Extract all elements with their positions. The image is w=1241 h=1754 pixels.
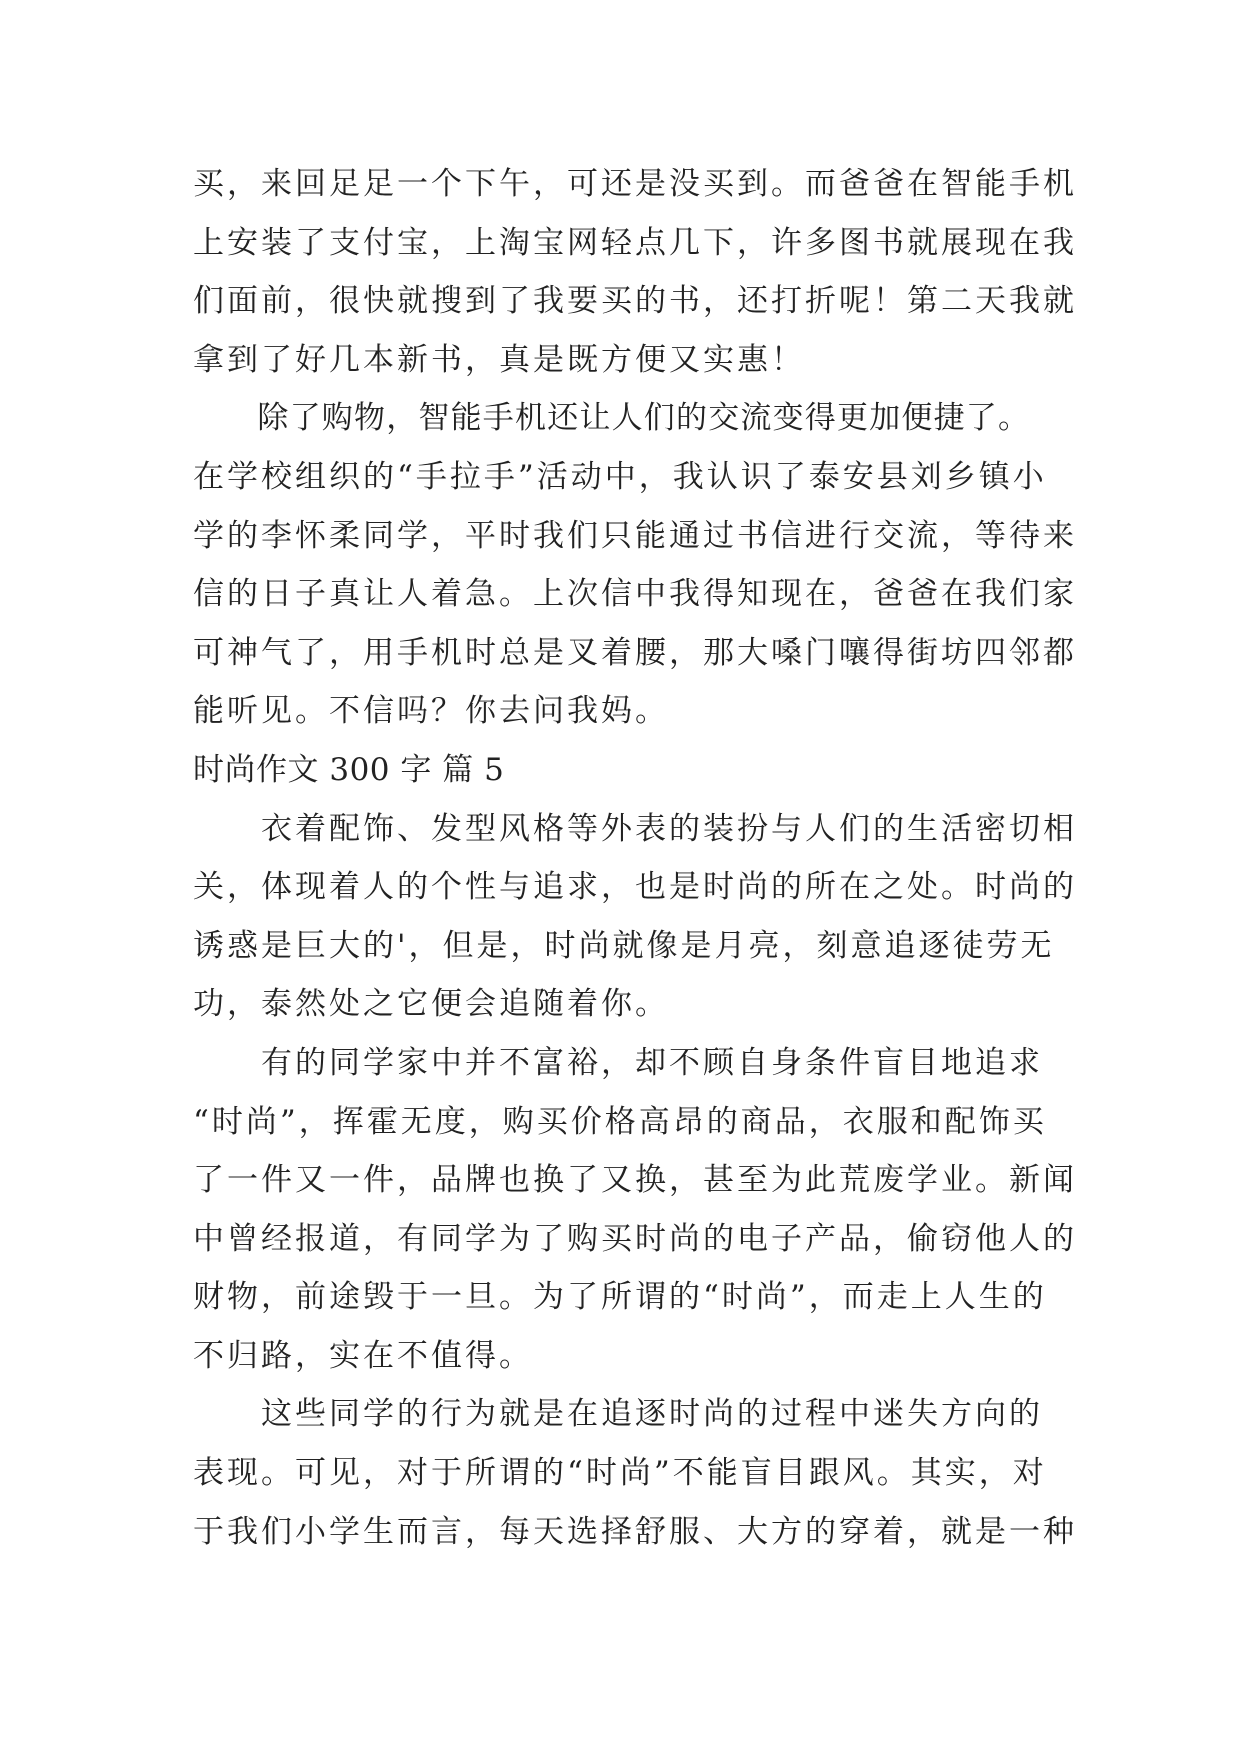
text-line-24: 于我们小学生而言，每天选择舒服、大方的穿着，就是一种: [193, 1513, 1077, 1550]
section-heading: 时尚作文 300 字 篇 5: [193, 751, 505, 788]
text-line-18: 了一件又一件，品牌也换了又换，甚至为此荒废学业。新闻: [193, 1162, 1077, 1199]
text-line-3: 们面前，很快就搜到了我要买的书，还打折呢！第二天我就: [193, 283, 1077, 320]
text-line-21: 不归路，实在不值得。: [193, 1337, 533, 1374]
text-line-12: 衣着配饰、发型风格等外表的装扮与人们的生活密切相: [193, 810, 1077, 847]
text-line-23: 表现。可见，对于所谓的“时尚”不能盲目跟风。其实，对: [193, 1455, 1047, 1492]
text-line-5: 除了购物，智能手机还让人们的交流变得更加便捷了。: [193, 400, 1031, 437]
text-line-15: 功，泰然处之它便会追随着你。: [193, 986, 669, 1023]
text-line-7: 学的李怀柔同学，平时我们只能通过书信进行交流，等待来: [193, 517, 1077, 554]
text-line-10: 能听见。不信吗？你去问我妈。: [193, 693, 669, 730]
text-line-17: “时尚”，挥霍无度，购买价格高昂的商品，衣服和配饰买: [193, 1103, 1047, 1140]
text-line-9: 可神气了，用手机时总是叉着腰，那大嗓门嚷得街坊四邻都: [193, 634, 1077, 671]
document-body: [193, 155, 1077, 1561]
text-line-1: 买，来回足足一个下午，可还是没买到。而爸爸在智能手机: [193, 166, 1077, 202]
text-line-16: 有的同学家中并不富裕，却不顾自身条件盲目地追求: [193, 1044, 1043, 1081]
text-line-8: 信的日子真让人着急。上次信中我得知现在，爸爸在我们家: [193, 576, 1077, 613]
text-line-6: 在学校组织的“手拉手”活动中，我认识了泰安县刘乡镇小: [193, 458, 1047, 495]
text-line-22: 这些同学的行为就是在追逐时尚的过程中迷失方向的: [193, 1396, 1043, 1433]
text-line-13: 关，体现着人的个性与追求，也是时尚的所在之处。时尚的: [193, 869, 1077, 906]
text-line-2: 上安装了支付宝，上淘宝网轻点几下，许多图书就展现在我: [193, 224, 1077, 261]
text-line-20: 财物，前途毁于一旦。为了所谓的“时尚”，而走上人生的: [193, 1279, 1047, 1316]
text-line-4: 拿到了好几本新书，真是既方便又实惠！: [193, 341, 805, 378]
text-line-14: 诱惑是巨大的'，但是，时尚就像是月亮，刻意追逐徒劳无: [193, 927, 1055, 964]
text-line-19: 中曾经报道，有同学为了购买时尚的电子产品，偷窃他人的: [193, 1220, 1077, 1257]
